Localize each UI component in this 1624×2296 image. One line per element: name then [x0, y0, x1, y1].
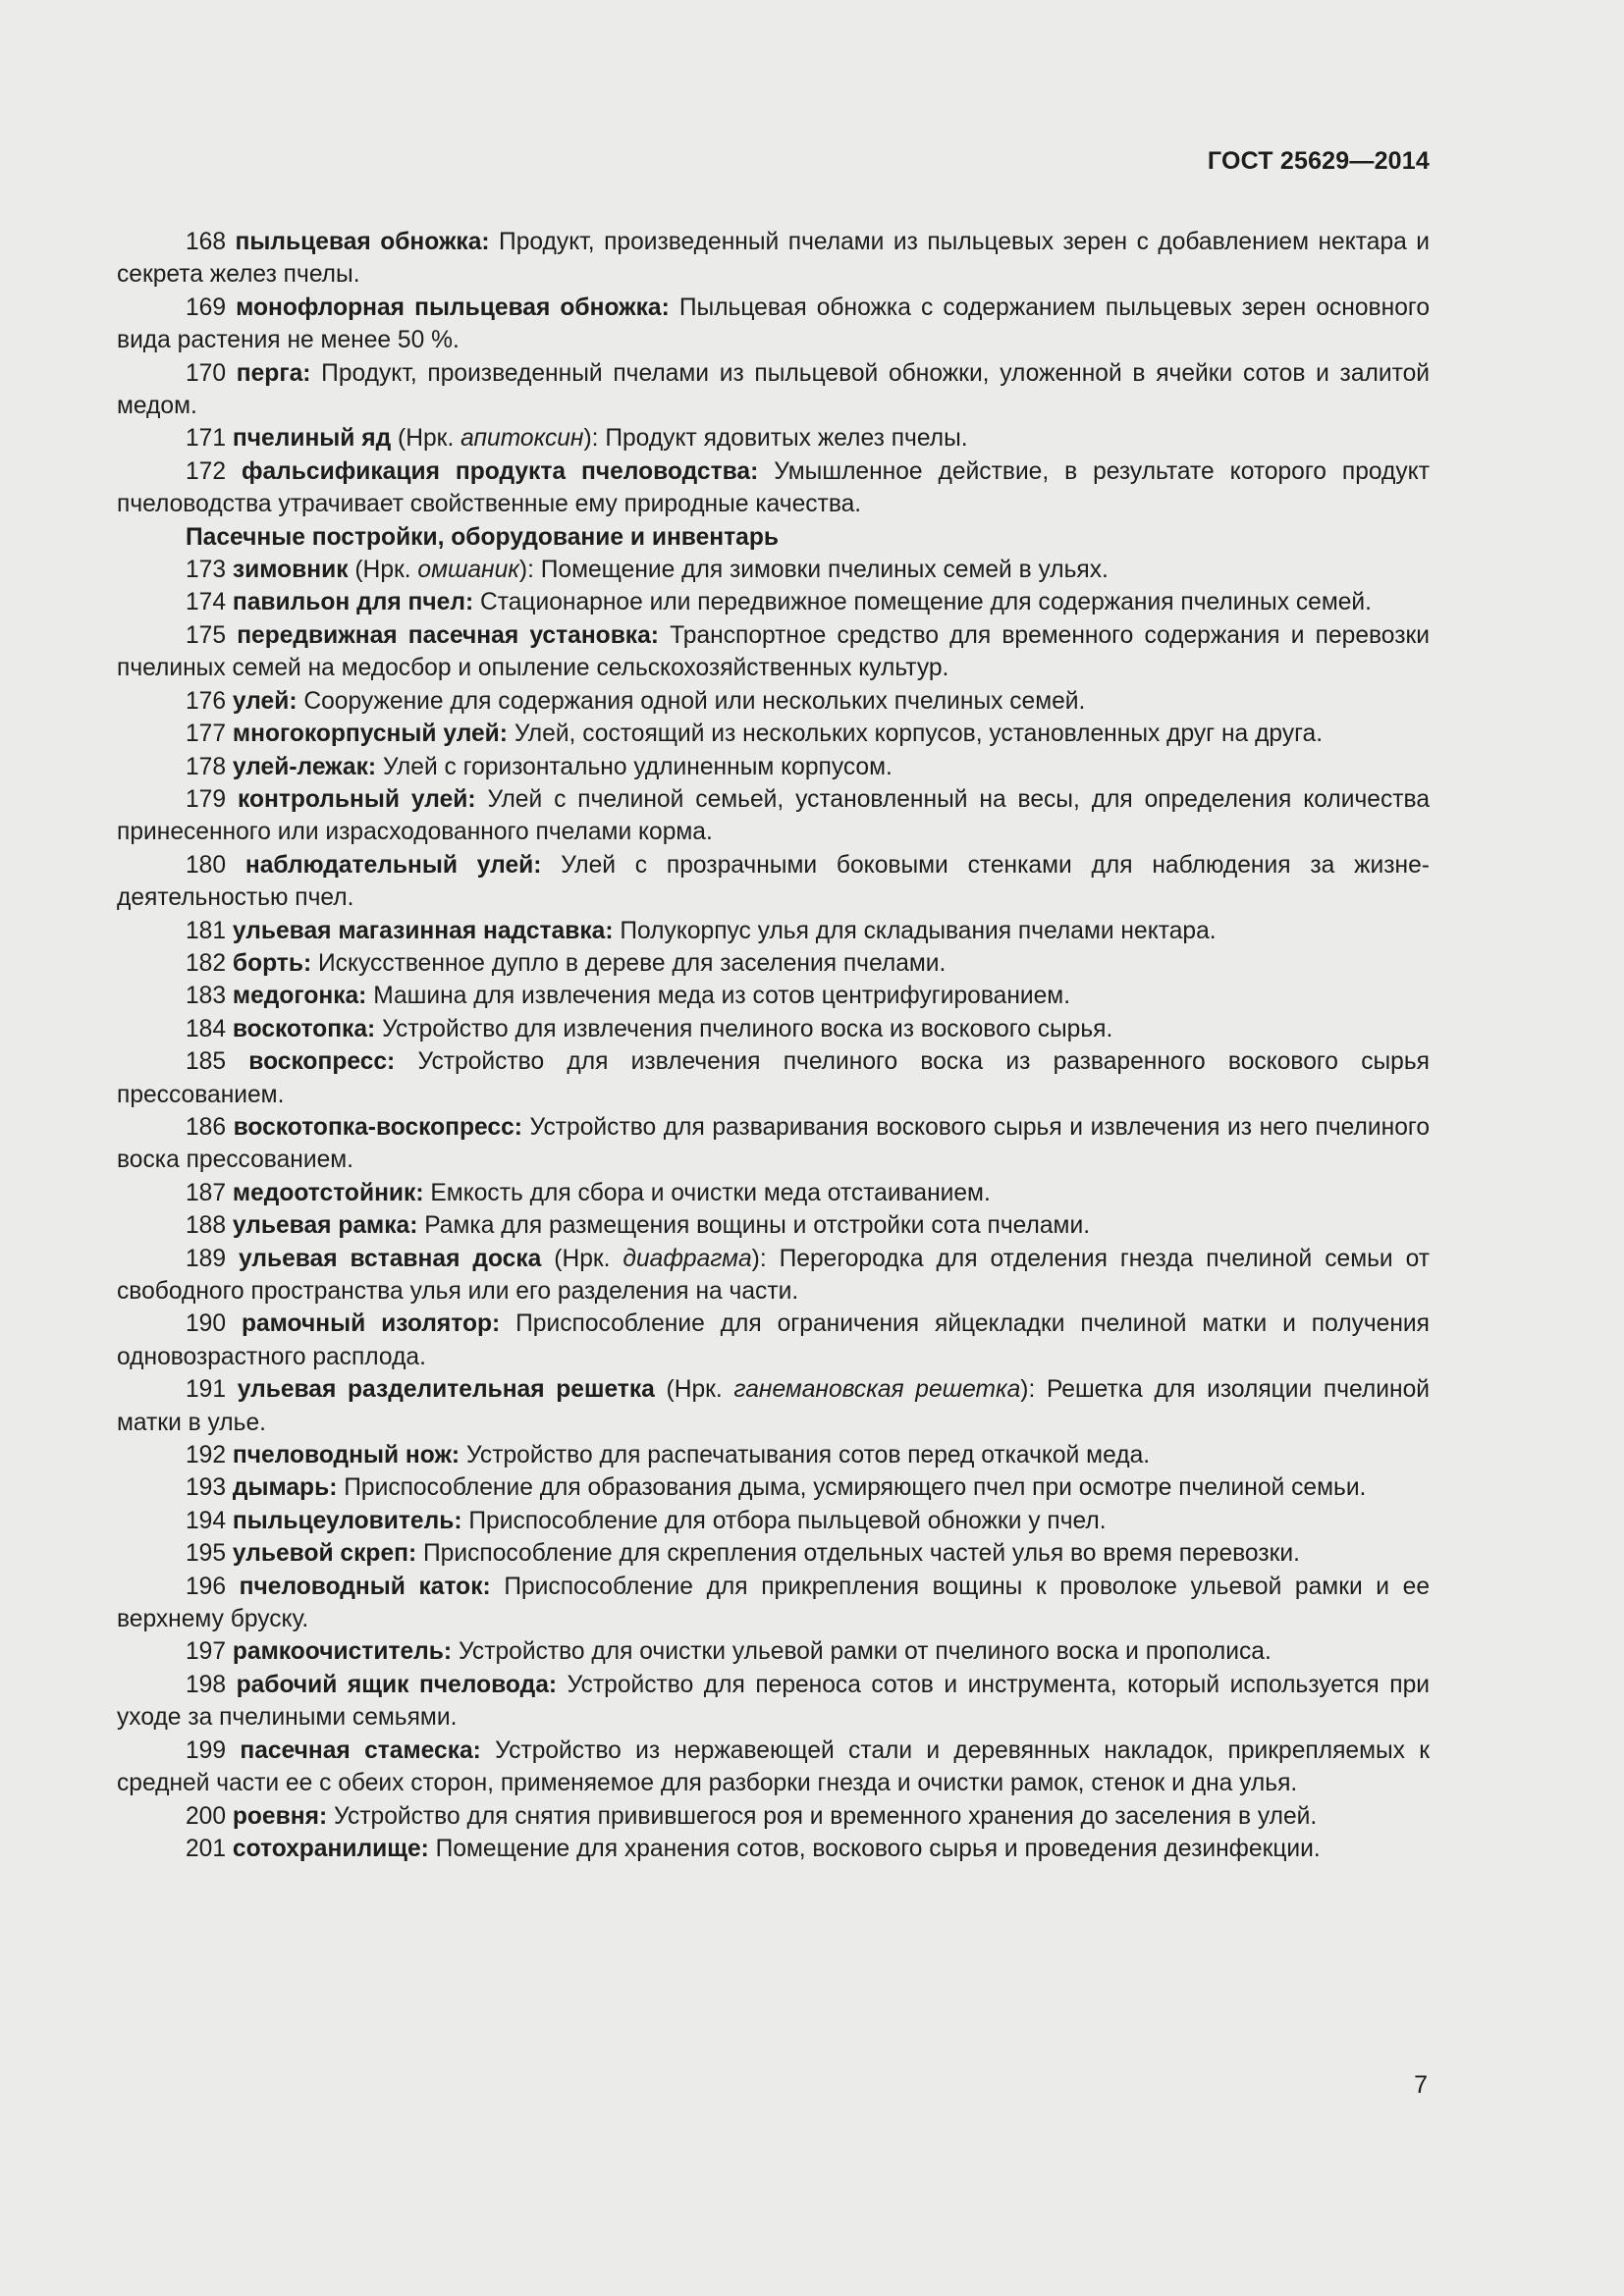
- term-number: 192: [186, 1442, 227, 1469]
- term-definition: Полукорпус улья для складывания пчелами нектара.: [613, 917, 1217, 944]
- term-name: пчеловодный нож:: [232, 1442, 460, 1469]
- term-name: фальсификация продукта пчеловодства:: [241, 457, 759, 485]
- term-definition: Приспособление для образования дыма, усмиряющего пчел при осмотре пчелиной семьи.: [337, 1474, 1367, 1502]
- term-number: 200: [186, 1802, 227, 1830]
- term-number: 179: [186, 785, 227, 813]
- term-note-prefix: (Нрк.: [348, 557, 418, 584]
- term-definition: Пыльцевая обножка с содержанием пыльцевых зерен основного вида растения не менее 50 %.: [117, 294, 1430, 354]
- term-number: 172: [186, 457, 227, 485]
- term-definition: Транспортное средство для временного содержания и перевозки пчелиных семей на медосбор и опыление сельскохозяйственных культур.: [117, 621, 1430, 682]
- term-synonym: апитоксин: [460, 425, 584, 453]
- term-name: воскопресс:: [248, 1048, 396, 1076]
- term-definition: Улей, состоящий из нескольких корпусов, установленных друг на друга.: [507, 721, 1324, 748]
- term-name: воскотопка:: [232, 1015, 376, 1042]
- term-entry: [117, 1373, 1430, 1439]
- term-entry: [117, 980, 1430, 1012]
- term-entry: [117, 849, 1430, 915]
- term-entry: [117, 586, 1430, 618]
- term-definition: Улей с прозрачными боковыми стенками для наблюдения за жизнедеятельностью пчел.: [117, 851, 1430, 912]
- term-name: сотохранилище:: [232, 1835, 429, 1862]
- term-definition: Приспособление для скрепления отдельных частей улья во время перевозки.: [416, 1540, 1300, 1568]
- term-entry: [117, 455, 1430, 521]
- term-definition: Искусственное дупло в дереве для заселения пчелами.: [311, 949, 947, 977]
- term-number: 201: [186, 1835, 227, 1862]
- term-number: 180: [186, 851, 227, 879]
- term-entry: [117, 1537, 1430, 1570]
- term-definition: Помещение для хранения сотов, воскового сырья и проведения дезинфекции.: [428, 1835, 1321, 1862]
- term-name: пчелиный яд: [232, 425, 392, 453]
- term-number: 168: [186, 229, 227, 255]
- term-entry: [117, 292, 1430, 357]
- term-name: передвижная пасечная установка:: [237, 621, 659, 649]
- term-definition: Приспособление для прикрепления вощины к проволоке ульевой рамки и ее верхнему бруску.: [117, 1573, 1430, 1633]
- term-name: пыльцеуловитель:: [232, 1507, 462, 1534]
- term-definition: ): Продукт ядовитых желез пчелы.: [583, 425, 968, 453]
- term-definition: ): Решетка для изоляции пчелиной матки в улье.: [117, 1376, 1430, 1436]
- term-name: борть:: [232, 949, 312, 977]
- term-number: 187: [186, 1179, 227, 1206]
- term-definition: Устройство для извлечения пчелиного воска из разваренного воскового сырья прессованием.: [117, 1048, 1430, 1108]
- term-number: 169: [186, 294, 227, 321]
- term-number: 197: [186, 1638, 227, 1666]
- term-note-prefix: (Нрк.: [654, 1376, 734, 1404]
- term-number: 181: [186, 917, 227, 944]
- term-entry: [117, 947, 1430, 980]
- term-entry: [117, 1571, 1430, 1636]
- term-note-prefix: (Нрк.: [391, 425, 461, 453]
- term-name: пчеловодный каток:: [239, 1573, 491, 1600]
- term-number: 195: [186, 1540, 227, 1568]
- term-number: 177: [186, 721, 227, 748]
- term-name: улей-лежак:: [232, 753, 377, 780]
- term-entry: [117, 1505, 1430, 1537]
- term-synonym: омшаник: [417, 557, 519, 584]
- section-heading: Пасечные постройки, оборудование и инвентарь: [186, 523, 779, 551]
- term-name: ульевая магазинная надставка:: [232, 917, 614, 944]
- term-entry: [117, 1243, 1430, 1308]
- term-name: зимовник: [232, 557, 349, 584]
- term-definition: Приспособление для отбора пыльцевой обножки у пчел.: [461, 1507, 1107, 1534]
- term-entry: [117, 1439, 1430, 1471]
- term-entry: [117, 1833, 1430, 1865]
- term-name: медоотстойник:: [232, 1179, 424, 1206]
- term-definition: Продукт, произведенный пчелами из пыльцевой обножки, уложенной в ячейки сотов и залитой медом.: [117, 359, 1430, 420]
- term-name: рабочий ящик пчеловода:: [236, 1671, 558, 1698]
- term-entry: [117, 751, 1430, 783]
- term-number: 190: [186, 1310, 227, 1338]
- term-name: контрольный улей:: [237, 785, 476, 813]
- term-entry: [117, 1045, 1430, 1111]
- term-entry: [117, 1471, 1430, 1504]
- term-number: 173: [186, 557, 227, 584]
- term-name: рамочный изолятор:: [241, 1310, 501, 1338]
- term-name: дымарь:: [232, 1474, 338, 1502]
- term-synonym: ганемановская решетка: [733, 1376, 1021, 1404]
- term-entry: [117, 1735, 1430, 1800]
- term-name: ульевая вставная доска: [238, 1245, 542, 1272]
- term-number: 175: [186, 621, 227, 649]
- term-number: 199: [186, 1736, 227, 1764]
- term-number: 170: [186, 359, 227, 387]
- term-entry: [117, 1177, 1430, 1209]
- term-definition: Устройство для распечатывания сотов перед откачкой меда.: [460, 1442, 1151, 1469]
- term-number: 188: [186, 1212, 227, 1240]
- term-number: 184: [186, 1015, 227, 1042]
- term-definition: ): Перегородка для отделения гнезда пчелиной семьи от свободного пространства улья или его разделения на части.: [117, 1245, 1430, 1305]
- term-number: 178: [186, 753, 227, 780]
- term-entry: [117, 685, 1430, 718]
- term-name: наблюдательный улей:: [244, 851, 542, 879]
- term-definition: Сооружение для содержания одной или нескольких пчелиных семей.: [297, 687, 1086, 715]
- term-definition: Приспособление для ограничения яйцекладки пчелиной матки и получения одновозрастного расплода.: [117, 1310, 1430, 1370]
- term-definition: Продукт, произведенный пчелами из пыльцевых зерен с добавлением нектара и секрета желез пчелы.: [117, 229, 1430, 289]
- term-name: перга:: [236, 359, 311, 387]
- term-definition: Машина для извлечения меда из сотов центрифугированием.: [366, 983, 1071, 1010]
- term-entry: [117, 1669, 1430, 1735]
- term-synonym: диафрагма: [623, 1245, 752, 1272]
- term-number: 189: [186, 1245, 227, 1272]
- term-definition: Устройство для очистки ульевой рамки от пчелиного воска и прополиса.: [452, 1638, 1272, 1666]
- term-definition: Устройство для разваривания воскового сырья и извлечения из него пчелиного воска прессованием.: [117, 1113, 1431, 1174]
- terms-list: [117, 226, 1430, 1865]
- term-entry: [117, 1308, 1430, 1373]
- term-name: ульевая разделительная решетка: [237, 1376, 655, 1404]
- term-entry: [117, 1800, 1430, 1833]
- term-number: 182: [186, 949, 227, 977]
- page-number: 7: [1414, 2071, 1428, 2099]
- term-entry: [117, 554, 1430, 586]
- term-entry: [117, 619, 1430, 685]
- term-name: монофлорная пыльцевая обножка:: [236, 294, 670, 321]
- term-number: 186: [186, 1113, 227, 1141]
- term-number: 176: [186, 687, 227, 715]
- term-definition: Устройство для переноса сотов и инструмента, который используется при уходе за пчелиными семьями.: [117, 1671, 1430, 1732]
- term-entry: [117, 1013, 1430, 1045]
- term-entry: [117, 422, 1430, 454]
- term-name: павильон для пчел:: [232, 589, 474, 616]
- term-entry: [117, 1111, 1430, 1177]
- term-note-prefix: (Нрк.: [541, 1245, 623, 1272]
- term-definition: Улей с пчелиной семьей, установленный на весы, для определения количества принесенного или израсходованного пчелами корма.: [117, 785, 1431, 846]
- term-entry: [117, 783, 1430, 849]
- term-name: пасечная стамеска:: [240, 1736, 481, 1764]
- term-number: 194: [186, 1507, 227, 1534]
- term-definition: Улей с горизонтально удлиненным корпусом.: [376, 753, 893, 780]
- term-definition: Умышленное действие, в результате которого продукт пчеловодства утрачивает свойственные ему природные качества.: [117, 457, 1430, 518]
- term-number: 191: [186, 1376, 227, 1404]
- term-definition: Устройство для извлечения пчелиного воска из воскового сырья.: [375, 1015, 1113, 1042]
- term-name: ульевая рамка:: [232, 1212, 418, 1240]
- term-number: 198: [186, 1671, 227, 1698]
- term-number: 183: [186, 983, 227, 1010]
- term-number: 193: [186, 1474, 227, 1502]
- term-name: ульевой скреп:: [232, 1540, 417, 1568]
- term-entry: [117, 226, 1430, 292]
- standard-header: ГОСТ 25629—2014: [1207, 147, 1430, 175]
- term-number: 196: [186, 1573, 227, 1600]
- term-definition: Емкость для сбора и очистки меда отстаиванием.: [423, 1179, 991, 1206]
- term-number: 171: [186, 425, 227, 453]
- term-entry: [117, 1209, 1430, 1242]
- term-name: пыльцевая обножка:: [235, 229, 490, 255]
- term-name: рамкоочиститель:: [232, 1638, 453, 1666]
- term-name: многокорпусный улей:: [232, 721, 508, 748]
- term-number: 174: [186, 589, 227, 616]
- term-entry: [117, 915, 1430, 947]
- term-definition: Рамка для размещения вощины и отстройки сота пчелами.: [417, 1212, 1091, 1240]
- term-entry: [117, 718, 1430, 750]
- term-name: воскотопка-воскопресс:: [233, 1113, 522, 1141]
- term-definition: Стационарное или передвижное помещение для содержания пчелиных семей.: [473, 589, 1372, 616]
- term-definition: Устройство для снятия привившегося роя и временного хранения до заселения в улей.: [327, 1802, 1318, 1830]
- term-name: медогонка:: [232, 983, 367, 1010]
- term-entry: [117, 1635, 1430, 1668]
- term-name: улей:: [232, 687, 298, 715]
- term-number: 185: [186, 1048, 227, 1076]
- term-definition: Устройство из нержавеющей стали и деревянных накладок, прикрепляемых к средней части ее с обеих сторон, применяемое для разборки гнезда и очистки рамок, стенок и дна улья.: [117, 1736, 1430, 1797]
- term-definition: ): Помещение для зимовки пчелиных семей в ульях.: [518, 557, 1109, 584]
- term-entry: [117, 357, 1430, 423]
- term-name: роевня:: [232, 1802, 328, 1830]
